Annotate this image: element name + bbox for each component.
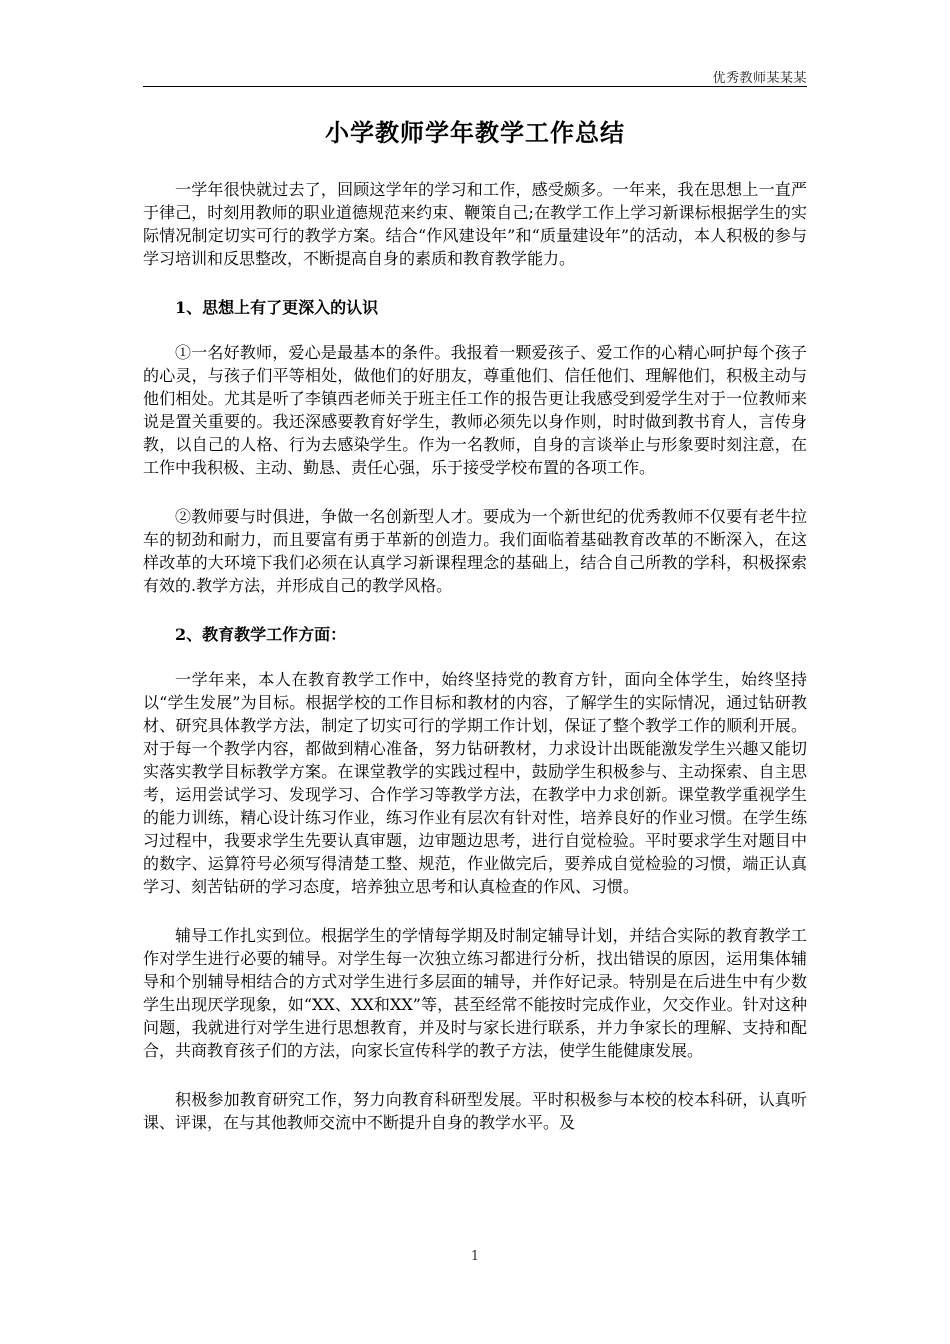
header-author: 优秀教师某某某 xyxy=(712,71,807,86)
document-body xyxy=(143,116,807,1160)
section-2-paragraph-1: 一学年来，本人在教育教学工作中，始终坚持党的教育方针，面向全体学生，始终坚持以“学生发展”为目标。根据学校的工作目标和教材的内容，了解学生的实际情况，通过钻研教材、研究具体教学方法，制定了切实可行的学期工作计划，保证了整个教学工作的顺利开展。对于每一个教学内容，都做到精心准备，努力钻研教材，力求设计出既能激发学生兴趣又能切实落实教学目标教学方案。在课堂教学的实践过程中，鼓励学生积极参与、主动探索、自主思考，运用尝试学习、发现学习、合作学习等教学方法，在教学中力求创新。课堂教学重视学生的能力训练，精心设计练习作业，练习作业有层次有针对性，培养良好的作业习惯。在学生练习过程中，我要求学生先要认真审题，边审题边思考，进行自觉检验。平时要求学生对题目中的数字、运算符号必须写得清楚工整、规范，作业做完后，要养成自觉检验的习惯，端正认真学习、刻苦钻研的学习态度，培养独立思考和认真检查的作风、习惯。 xyxy=(143,670,807,896)
section-2-paragraph-3: 积极参加教育研究工作，努力向教育科研型发展。平时积极参与本校的校本科研，认真听课、评课，在与其他教师交流中不断提升自身的教学水平。及 xyxy=(143,1090,807,1132)
page-number: 1 xyxy=(470,1249,480,1264)
section-1-heading: 1、思想上有了更深入的认识 xyxy=(175,298,379,317)
section-2-paragraph-2: 辅导工作扎实到位。根据学生的学情每学期及时制定辅导计划，并结合实际的教育教学工作对学生进行必要的辅导。对学生每一次独立练习都进行分析，找出错误的原因，运用集体辅导和个别辅导相结合的方式对学生进行多层面的辅导，并作好记录。特别是在后进生中有少数学生出现厌学现象，如“XX、XX和XX”等，甚至经常不能按时完成作业，欠交作业。针对这种问题，我就进行对学生进行思想教育，并及时与家长进行联系，并力争家长的理解、支持和配合，共商教育孩子们的方法，向家长宣传科学的教子方法，使学生能健康发展。 xyxy=(143,926,807,1060)
header-divider xyxy=(143,86,807,87)
document-title: 小学教师学年教学工作总结 xyxy=(325,118,625,147)
section-1-paragraph-1: ①一名好教师，爱心是最基本的条件。我报着一颗爱孩子、爱工作的心精心呵护每个孩子的心灵，与孩子们平等相处，做他们的好朋友，尊重他们、信任他们、理解他们，积极主动与他们相处。尤其是听了李镇西老师关于班主任工作的报告更让我感受到爱学生对于一位教师来说是置关重要的。我还深感要教育好学生，教师必须先以身作则，时时做到教书育人，言传身教，以自己的人格、行为去感染学生。作为一名教师，自身的言谈举止与形象要时刻注意，在工作中我积极、主动、勤恳、责任心强，乐于接受学校布置的各项工作。 xyxy=(143,343,807,477)
section-2-heading: 2、教育教学工作方面： xyxy=(175,625,347,644)
intro-paragraph: 一学年很快就过去了，回顾这学年的学习和工作，感受颇多。一年来，我在思想上一直严于律己，时刻用教师的职业道德规范来约束、鞭策自己;在教学工作上学习新课标根据学生的实际情况制定切实可行的教学方案。结合“作风建设年”和“质量建设年”的活动，本人积极的参与学习培训和反思整改，不断提高自身的素质和教育教学能力。 xyxy=(143,180,807,268)
section-1-paragraph-2: ②教师要与时俱进，争做一名创新型人才。要成为一个新世纪的优秀教师不仅要有老牛拉车的韧劲和耐力，而且要富有勇于革新的创造力。我们面临着基础教育改革的不断深入，在这样改革的大环境下我们必须在认真学习新课程理念的基础上，结合自己所教的学科，积极探索有效的.教学方法，并形成自己的教学风格。 xyxy=(143,507,807,595)
